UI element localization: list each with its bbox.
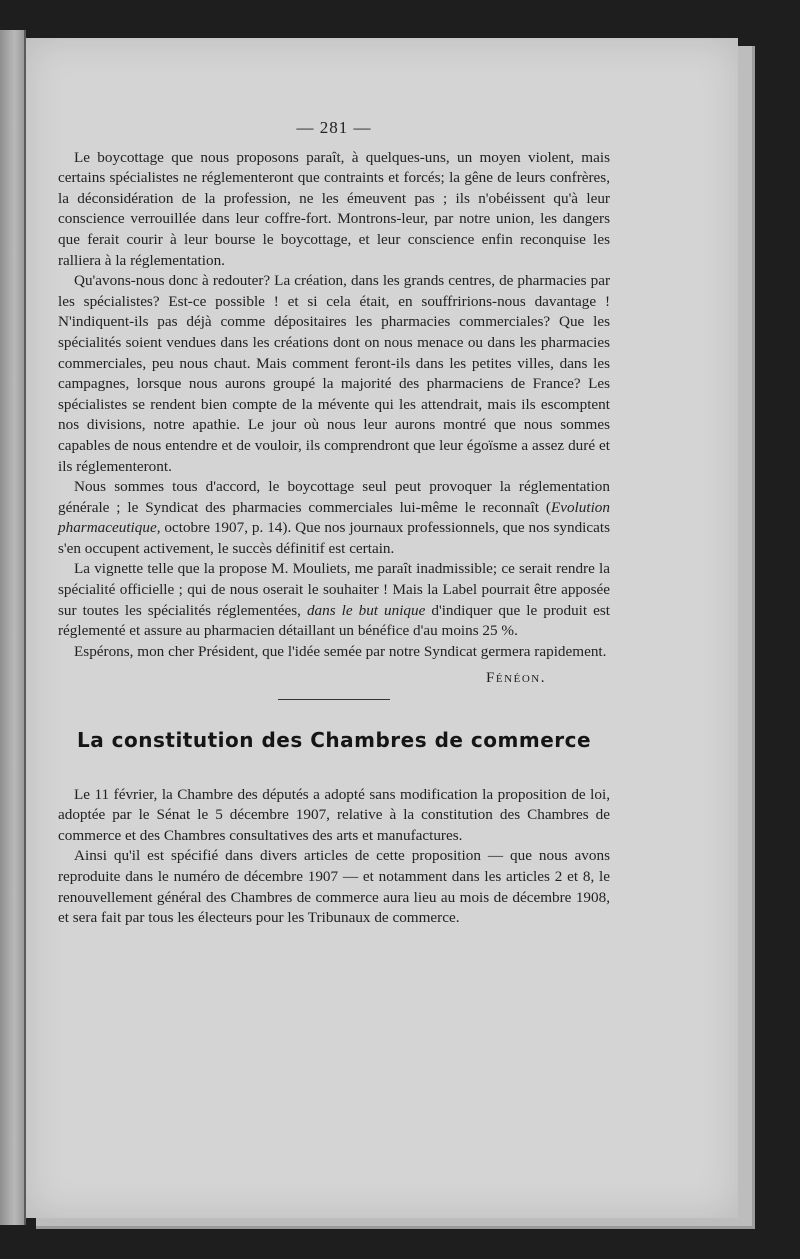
paragraph-accord-start: Nous sommes tous d'accord, le boycottage seul peut provoquer la réglementation générale ; le Syndicat des pharmacies commerciales lui-même le reconnaît ( — [58, 478, 610, 516]
paragraph-accord — [58, 477, 610, 559]
signature: Fénéon. — [485, 669, 546, 687]
paragraph-boycott: Le boycottage que nous proposons paraît, à quelques-uns, un moyen violent, mais certains spécialistes ne réglementeront que contraints et forcés; la gêne de leurs confrères, la déconsidération de la profession, ne les émeuvent pas ; ils n'obéissent qu'à leur conscience verrouillée dans leur coffre-fort. Montrons-leur, par notre union, les dangers que ferait courir à leur bourse le boycottage, et leur conscience enfin reconquise les ralliera à la réglementation. — [58, 148, 610, 269]
emphasis-but-unique: dans le but unique — [306, 601, 426, 619]
section-separator — [278, 699, 390, 700]
paragraph-vignette — [58, 559, 610, 641]
paragraph-renouvellement: Ainsi qu'il est spécifié dans divers articles de cette proposition — que nous avons reproduite dans le numéro de décembre 1907 — et notamment dans les articles 2 et 8, le renouvellement général des Chambres de commerce aura lieu au mois de décembre 1908, et sera fait par tous les électeurs pour les Tribunaux de commerce. — [58, 847, 610, 927]
page-number: — 281 — — [296, 118, 372, 137]
paragraph-redouter: Qu'avons-nous donc à redouter? La création, dans les grands centres, de pharmacies par les spécialistes? Est-ce possible ! et si cela était, en souffririons-nous davantage ! N'indiquent-ils pas déjà comme dépositaires les pharmacies commerciales? Que les spécialités soient vendues dans les créations dont on nous menace ou dans les pharmacies commerciales, peu nous chaut. Mais comment feront-ils dans les petites villes, dans les campagnes, lorsque nous aurons groupé la majorité des pharmaciens de France? Les spécialistes se rendent bien compte de la mévente qui les attendrait, mais ils escomptent nos divisions, notre apathie. Le jour où nous leur aurons montré que nous sommes capables de nous entendre et de vouloir, ils comprendront que leur égoïsme a assez duré et ils réglementeront. — [58, 272, 610, 475]
section-heading: La constitution des Chambres de commerce — [76, 728, 592, 753]
journal-title: Evolution pharmaceutique — [58, 498, 610, 537]
paragraph-closing: Espérons, mon cher Président, que l'idée semée par notre Syndicat germera rapidement. — [74, 642, 607, 660]
text-column — [58, 118, 610, 929]
paragraph-chambre-deputes: Le 11 février, la Chambre des députés a adopté sans modification la proposition de loi, adoptée par le Sénat le 5 décembre 1907, relative à la constitution des Chambres de commerce et des Chambres consultatives des arts et manufactures. — [58, 785, 610, 844]
document-page — [26, 38, 738, 1218]
paragraph-vignette-end: d'indiquer que le produit est réglementé et assure au pharmacien détaillant un bénéfice d'au moins 25 %. — [58, 601, 610, 640]
paragraph-accord-end: , octobre 1907, p. 14). Que nos journaux professionnels, que nos syndicats s'en occupent activement, le succès définitif est certain. — [58, 519, 610, 557]
left-page-edge — [0, 30, 26, 1225]
paragraph-vignette-start: La vignette telle que la propose M. Mouliets, me paraît inadmissible; ce serait rendre la spécialité officielle ; qui de nous oserait le souhaiter ! Mais la Label pourrait être apposée sur toutes les spécialités réglementées, — [58, 560, 610, 619]
